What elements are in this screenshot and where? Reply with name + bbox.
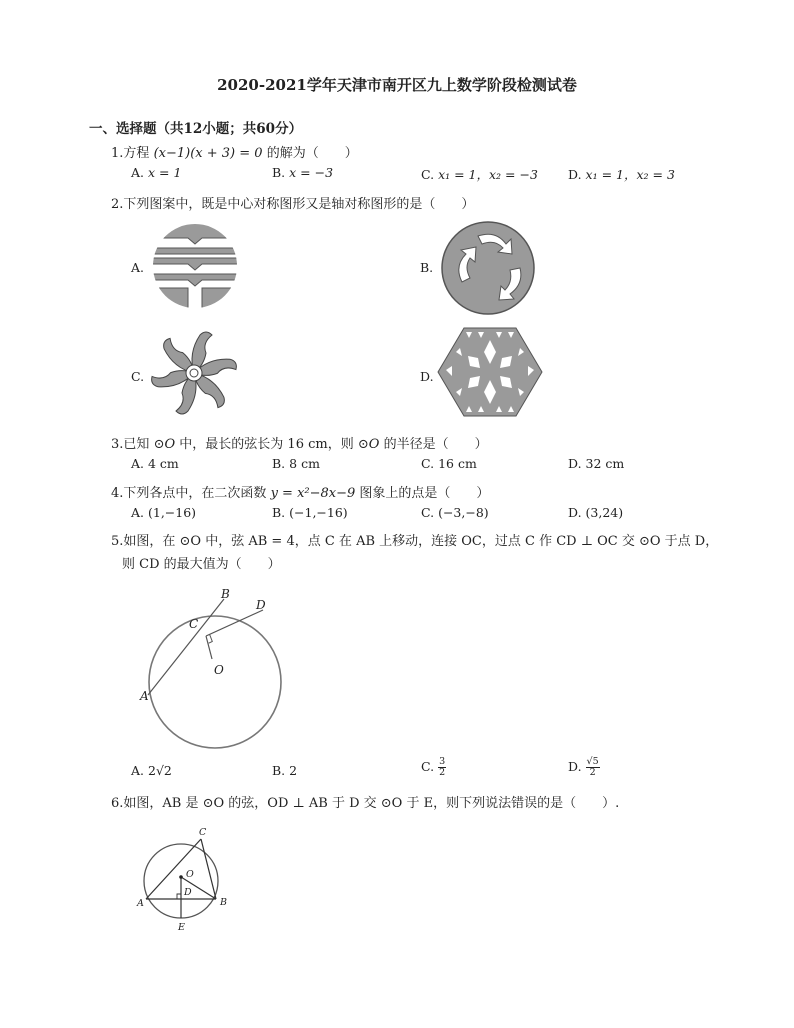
q4-option-b[interactable]: B. (−1,−16) [272, 505, 348, 520]
question-2 [111, 193, 474, 212]
q6-label-e: E [178, 922, 185, 933]
q2-figure-d[interactable] [438, 326, 542, 418]
question-5-line-1: 5.如图，在 ⊙O 中，弦 AB = 4，点 C 在 AB 上移动，连接 OC，过点 C 作 CD ⊥ OC 交 ⊙O 于点 D， [111, 534, 719, 549]
q5-label-b: B [221, 587, 230, 601]
q5-option-b[interactable]: B. 2 [272, 763, 298, 778]
q6-figure [134, 822, 234, 934]
q2-option-d-label[interactable]: D. [420, 369, 434, 384]
q5-label-o: O [214, 663, 224, 677]
q2-figure-b[interactable] [440, 220, 536, 316]
q1-text-b: 的解为（ ） [266, 146, 358, 161]
q6-label-b: B [220, 897, 227, 908]
question-4: 4.下列各点中，在二次函数 y = x²−8x−9 图象上的点是（ ） [111, 486, 490, 501]
q2-option-c-label[interactable]: C. [131, 369, 145, 384]
q2-option-b-label[interactable]: B. [420, 260, 434, 275]
q2-figure-c[interactable] [148, 327, 240, 419]
q5-label-a: A [140, 689, 149, 703]
q3-circle: ⊙O [153, 437, 176, 452]
q6-label-c: C [199, 827, 207, 838]
q2-number: 2. [111, 197, 124, 212]
q5-label-d: D [256, 598, 266, 612]
page-title: 2020-2021学年天津市南开区九上数学阶段检测试卷 [217, 76, 577, 94]
q1-number: 1. [111, 146, 124, 161]
q4-option-c[interactable]: C. (−3,−8) [421, 505, 489, 520]
question-1 [111, 142, 358, 161]
q6-label-d: D [184, 887, 192, 898]
q3-option-c[interactable]: C. 16 cm [421, 456, 477, 471]
q5-option-c[interactable]: C. $\frac{3}{2}$ [421, 756, 446, 778]
q6-label-o: O [186, 869, 194, 880]
q4-option-d[interactable]: D. (3,24) [568, 505, 624, 520]
q5-figure [130, 582, 290, 762]
question-3: 3.已知 ⊙O 中，最长的弦长为 16 cm，则 ⊙O 的半径是（ ） [111, 437, 488, 452]
q1-equation: (x−1)(x + 3) = 0 [153, 146, 263, 161]
q4-option-a[interactable]: A. (1,−16) [131, 505, 197, 520]
q1-text-a: 方程 [123, 146, 150, 161]
q1-option-c[interactable]: C. x₁ = 1，x₂ = −3 [421, 167, 538, 182]
q2-option-a-label[interactable]: A. [131, 260, 145, 275]
q2-figure-a[interactable] [150, 222, 240, 310]
q4-function: y = x²−8x−9 [270, 486, 356, 501]
q2-text: 下列图案中，既是中心对称图形又是轴对称图形的是（ ） [123, 197, 475, 212]
question-6: 6.如图，AB 是 ⊙O 的弦，OD ⊥ AB 于 D 交 ⊙O 于 E，则下列说法错误的是（ ）. [111, 796, 620, 811]
q5-option-d[interactable]: D. $\frac{√5}{2}$ [568, 756, 599, 778]
q3-option-a[interactable]: A. 4 cm [131, 456, 179, 471]
q6-label-a: A [137, 898, 144, 909]
q5-option-a[interactable]: A. 2√2 [131, 763, 172, 778]
question-5-line-2: 则 CD 的最大值为（ ） [122, 557, 281, 572]
q5-label-c: C [189, 617, 199, 631]
q1-option-a[interactable]: A. x = 1 [131, 165, 182, 180]
q3-option-b[interactable]: B. 8 cm [272, 456, 320, 471]
q1-option-b[interactable]: B. x = −3 [272, 165, 334, 180]
section-heading: 一、选择题（共12小题；共60分） [89, 121, 303, 137]
q3-option-d[interactable]: D. 32 cm [568, 456, 625, 471]
q1-option-d[interactable]: D. x₁ = 1，x₂ = 3 [568, 167, 675, 182]
